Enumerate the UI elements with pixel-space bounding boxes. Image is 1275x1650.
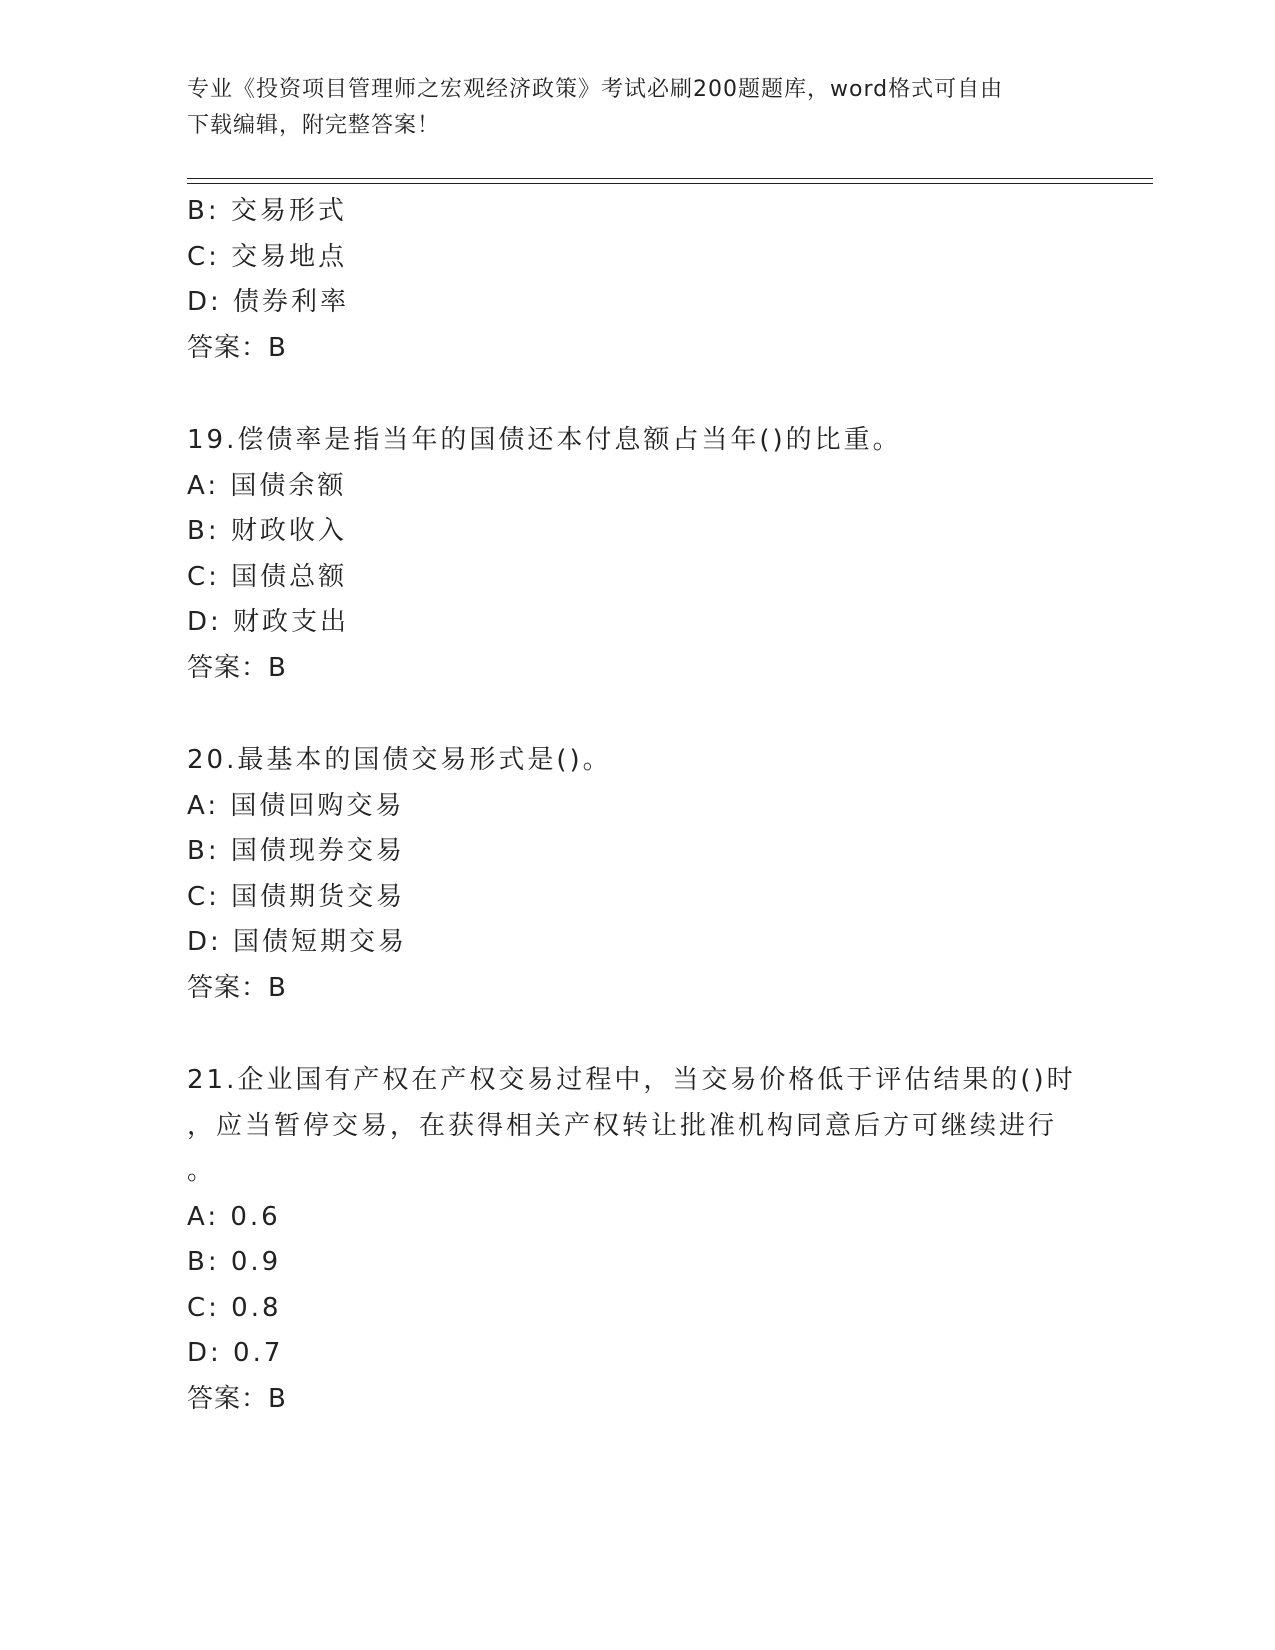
header-line-2: 下载编辑，附完整答案！ bbox=[187, 113, 441, 138]
option-a: A: 0.6 bbox=[187, 1201, 281, 1232]
question-18 bbox=[187, 189, 1087, 371]
option-c: C: 国债总额 bbox=[187, 561, 348, 592]
option-b: B: 0.9 bbox=[187, 1247, 282, 1277]
question-text: 19.偿债率是指当年的国债还本付息额占当年()的比重。 bbox=[187, 425, 902, 455]
option-a: A: 国债回购交易 bbox=[187, 790, 405, 821]
option-c: C: 国债期货交易 bbox=[187, 881, 406, 912]
header-rule-bottom bbox=[187, 183, 1153, 184]
answer: 答案：B bbox=[187, 652, 287, 683]
option-b: B: 交易形式 bbox=[187, 196, 347, 226]
header-line-1: 专业《投资项目管理师之宏观经济政策》考试必刷200题题库，word格式可自由 bbox=[187, 77, 1004, 102]
question-20 bbox=[187, 738, 1087, 1011]
option-d: D: 债券利率 bbox=[187, 287, 350, 317]
question-21 bbox=[187, 1058, 1087, 1422]
option-d: D: 财政支出 bbox=[187, 607, 350, 637]
option-b: B: 国债现券交易 bbox=[187, 836, 405, 866]
option-b: B: 财政收入 bbox=[187, 516, 347, 546]
option-d: D: 0.7 bbox=[187, 1338, 284, 1368]
question-19 bbox=[187, 418, 1087, 691]
question-text-line-1: 21.企业国有产权在产权交易过程中，当交易价格低于评估结果的()时 bbox=[187, 1065, 1076, 1095]
question-text-line-3: 。 bbox=[187, 1156, 217, 1186]
option-c: C: 交易地点 bbox=[187, 241, 348, 272]
answer: 答案：B bbox=[187, 1383, 287, 1414]
question-text: 20.最基本的国债交易形式是()。 bbox=[187, 745, 612, 775]
question-list bbox=[187, 189, 1087, 1422]
header-rule-top bbox=[187, 178, 1153, 179]
question-text-line-2: ，应当暂停交易，在获得相关产权转让批准机构同意后方可继续进行 bbox=[187, 1110, 1058, 1141]
answer: 答案：B bbox=[187, 972, 287, 1003]
document-header bbox=[187, 72, 1067, 144]
option-c: C: 0.8 bbox=[187, 1292, 282, 1323]
answer: 答案：B bbox=[187, 332, 287, 363]
option-d: D: 国债短期交易 bbox=[187, 927, 408, 957]
option-a: A: 国债余额 bbox=[187, 470, 347, 501]
